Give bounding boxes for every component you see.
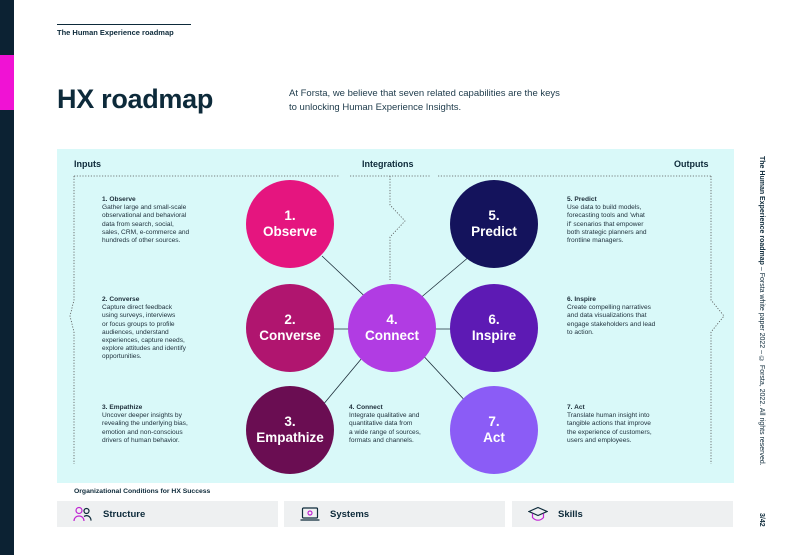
circle-observe xyxy=(246,180,334,268)
desc-inspire-line: to action. xyxy=(567,328,594,336)
circle-predict-label: Predict xyxy=(471,224,517,239)
desc-connect xyxy=(349,404,421,445)
people-icon xyxy=(73,506,93,522)
org-skills-label: Skills xyxy=(558,508,583,520)
desc-connect-line: formats and channels. xyxy=(349,436,414,444)
integrations-label: Integrations xyxy=(362,159,414,169)
circle-empathize-label: Empathize xyxy=(256,430,324,445)
org-structure-label: Structure xyxy=(103,508,146,520)
desc-converse-line: explore attitudes and identify xyxy=(102,345,186,353)
desc-predict-heading: 5. Predict xyxy=(567,196,597,203)
org-systems-label: Systems xyxy=(330,508,370,520)
desc-connect-line: a wide range of sources, xyxy=(349,428,421,436)
page-title: HX roadmap xyxy=(57,84,214,114)
org-skills-card xyxy=(512,501,733,527)
side-footer-rest: – Forsta white paper 2022 – © Forsta, 2022. All rights reserved. xyxy=(758,264,765,466)
desc-predict xyxy=(567,196,647,245)
desc-empathize xyxy=(102,404,188,445)
desc-predict-line: both strategic planners and xyxy=(567,228,647,236)
circle-inspire-number: 6. xyxy=(488,312,500,327)
circle-empathize-number: 3. xyxy=(284,414,296,429)
circle-converse xyxy=(246,284,334,372)
org-structure-card xyxy=(57,501,278,527)
intro-text: At Forsta, we believe that seven related capabilities are the keys to unlocking Human Experience Insights. xyxy=(289,88,560,113)
circle-inspire xyxy=(450,284,538,372)
desc-empathize-line: revealing the underlying bias, xyxy=(102,420,188,428)
side-footer-title: The Human Experience roadmap xyxy=(758,156,765,265)
desc-act-heading: 7. Act xyxy=(567,404,585,411)
desc-converse-line: using surveys, interviews xyxy=(102,312,176,320)
page-number: 3/42 xyxy=(758,513,765,527)
desc-predict-line: Use data to build models, xyxy=(567,204,642,212)
desc-inspire-heading: 6. Inspire xyxy=(567,296,596,303)
circle-empathize xyxy=(246,386,334,474)
circle-connect-number: 4. xyxy=(386,312,398,327)
desc-observe-line: observational and behavioral xyxy=(102,212,187,220)
desc-predict-line: frontline managers. xyxy=(567,237,624,245)
laptop-icon xyxy=(300,506,320,522)
desc-connect-line: Integrate qualitative and xyxy=(349,412,420,420)
circle-predict xyxy=(450,180,538,268)
desc-converse-line: opportunities. xyxy=(102,353,142,361)
circle-converse-number: 2. xyxy=(284,312,296,327)
desc-inspire xyxy=(567,296,655,337)
desc-observe-line: Gather large and small-scale xyxy=(102,204,187,212)
circle-connect-label: Connect xyxy=(365,328,419,343)
circle-act-label: Act xyxy=(483,430,505,445)
desc-inspire-line: Create compelling narratives xyxy=(567,304,651,312)
desc-observe-line: sales, CRM, e-commerce and xyxy=(102,228,190,236)
circle-connect xyxy=(348,284,436,372)
org-conditions-label: Organizational Conditions for HX Success xyxy=(74,488,211,495)
desc-converse xyxy=(102,296,186,362)
desc-converse-line: audiences, understand xyxy=(102,328,169,336)
desc-connect-heading: 4. Connect xyxy=(349,404,383,411)
desc-inspire-line: and data visualizations that xyxy=(567,312,647,320)
desc-observe-heading: 1. Observe xyxy=(102,196,136,203)
graduation-cap-icon xyxy=(528,506,548,522)
circle-act xyxy=(450,386,538,474)
desc-act-line: users and employees. xyxy=(567,436,632,444)
desc-empathize-line: Uncover deeper insights by xyxy=(102,412,182,420)
desc-inspire-line: engage stakeholders and lead xyxy=(567,320,656,328)
circle-act-number: 7. xyxy=(488,414,500,429)
outputs-label: Outputs xyxy=(674,159,709,169)
circle-predict-number: 5. xyxy=(488,208,500,223)
desc-predict-line: if' scenarios that empower xyxy=(567,220,644,228)
desc-empathize-line: emotion and non-conscious xyxy=(102,428,183,436)
org-systems-card xyxy=(284,501,505,527)
desc-empathize-heading: 3. Empathize xyxy=(102,404,143,411)
circle-observe-label: Observe xyxy=(262,224,318,239)
desc-converse-line: or focus groups to profile xyxy=(102,320,175,328)
desc-observe-line: hundreds of other sources. xyxy=(102,237,181,245)
desc-observe-line: data from search, social, xyxy=(102,220,174,228)
desc-predict-line: forecasting tools and 'what xyxy=(567,212,645,220)
desc-act-line: tangible actions that improve xyxy=(567,420,651,428)
desc-converse-line: experiences, capture needs, xyxy=(102,337,185,345)
desc-converse-heading: 2. Converse xyxy=(102,296,140,303)
desc-converse-line: Capture direct feedback xyxy=(102,304,173,312)
desc-act xyxy=(567,404,652,445)
header-title: The Human Experience roadmap xyxy=(57,28,174,37)
circle-inspire-label: Inspire xyxy=(471,328,517,343)
inputs-label: Inputs xyxy=(74,159,101,169)
desc-act-line: Translate human insight into xyxy=(567,412,650,420)
circle-observe-number: 1. xyxy=(284,208,296,223)
desc-empathize-line: drivers of human behavior. xyxy=(102,436,180,444)
desc-act-line: the experience of customers, xyxy=(567,428,652,436)
desc-observe xyxy=(102,196,189,245)
side-footer-text xyxy=(758,156,765,466)
circle-converse-label: Converse xyxy=(259,328,321,343)
desc-connect-line: quantitative data from xyxy=(349,420,413,428)
